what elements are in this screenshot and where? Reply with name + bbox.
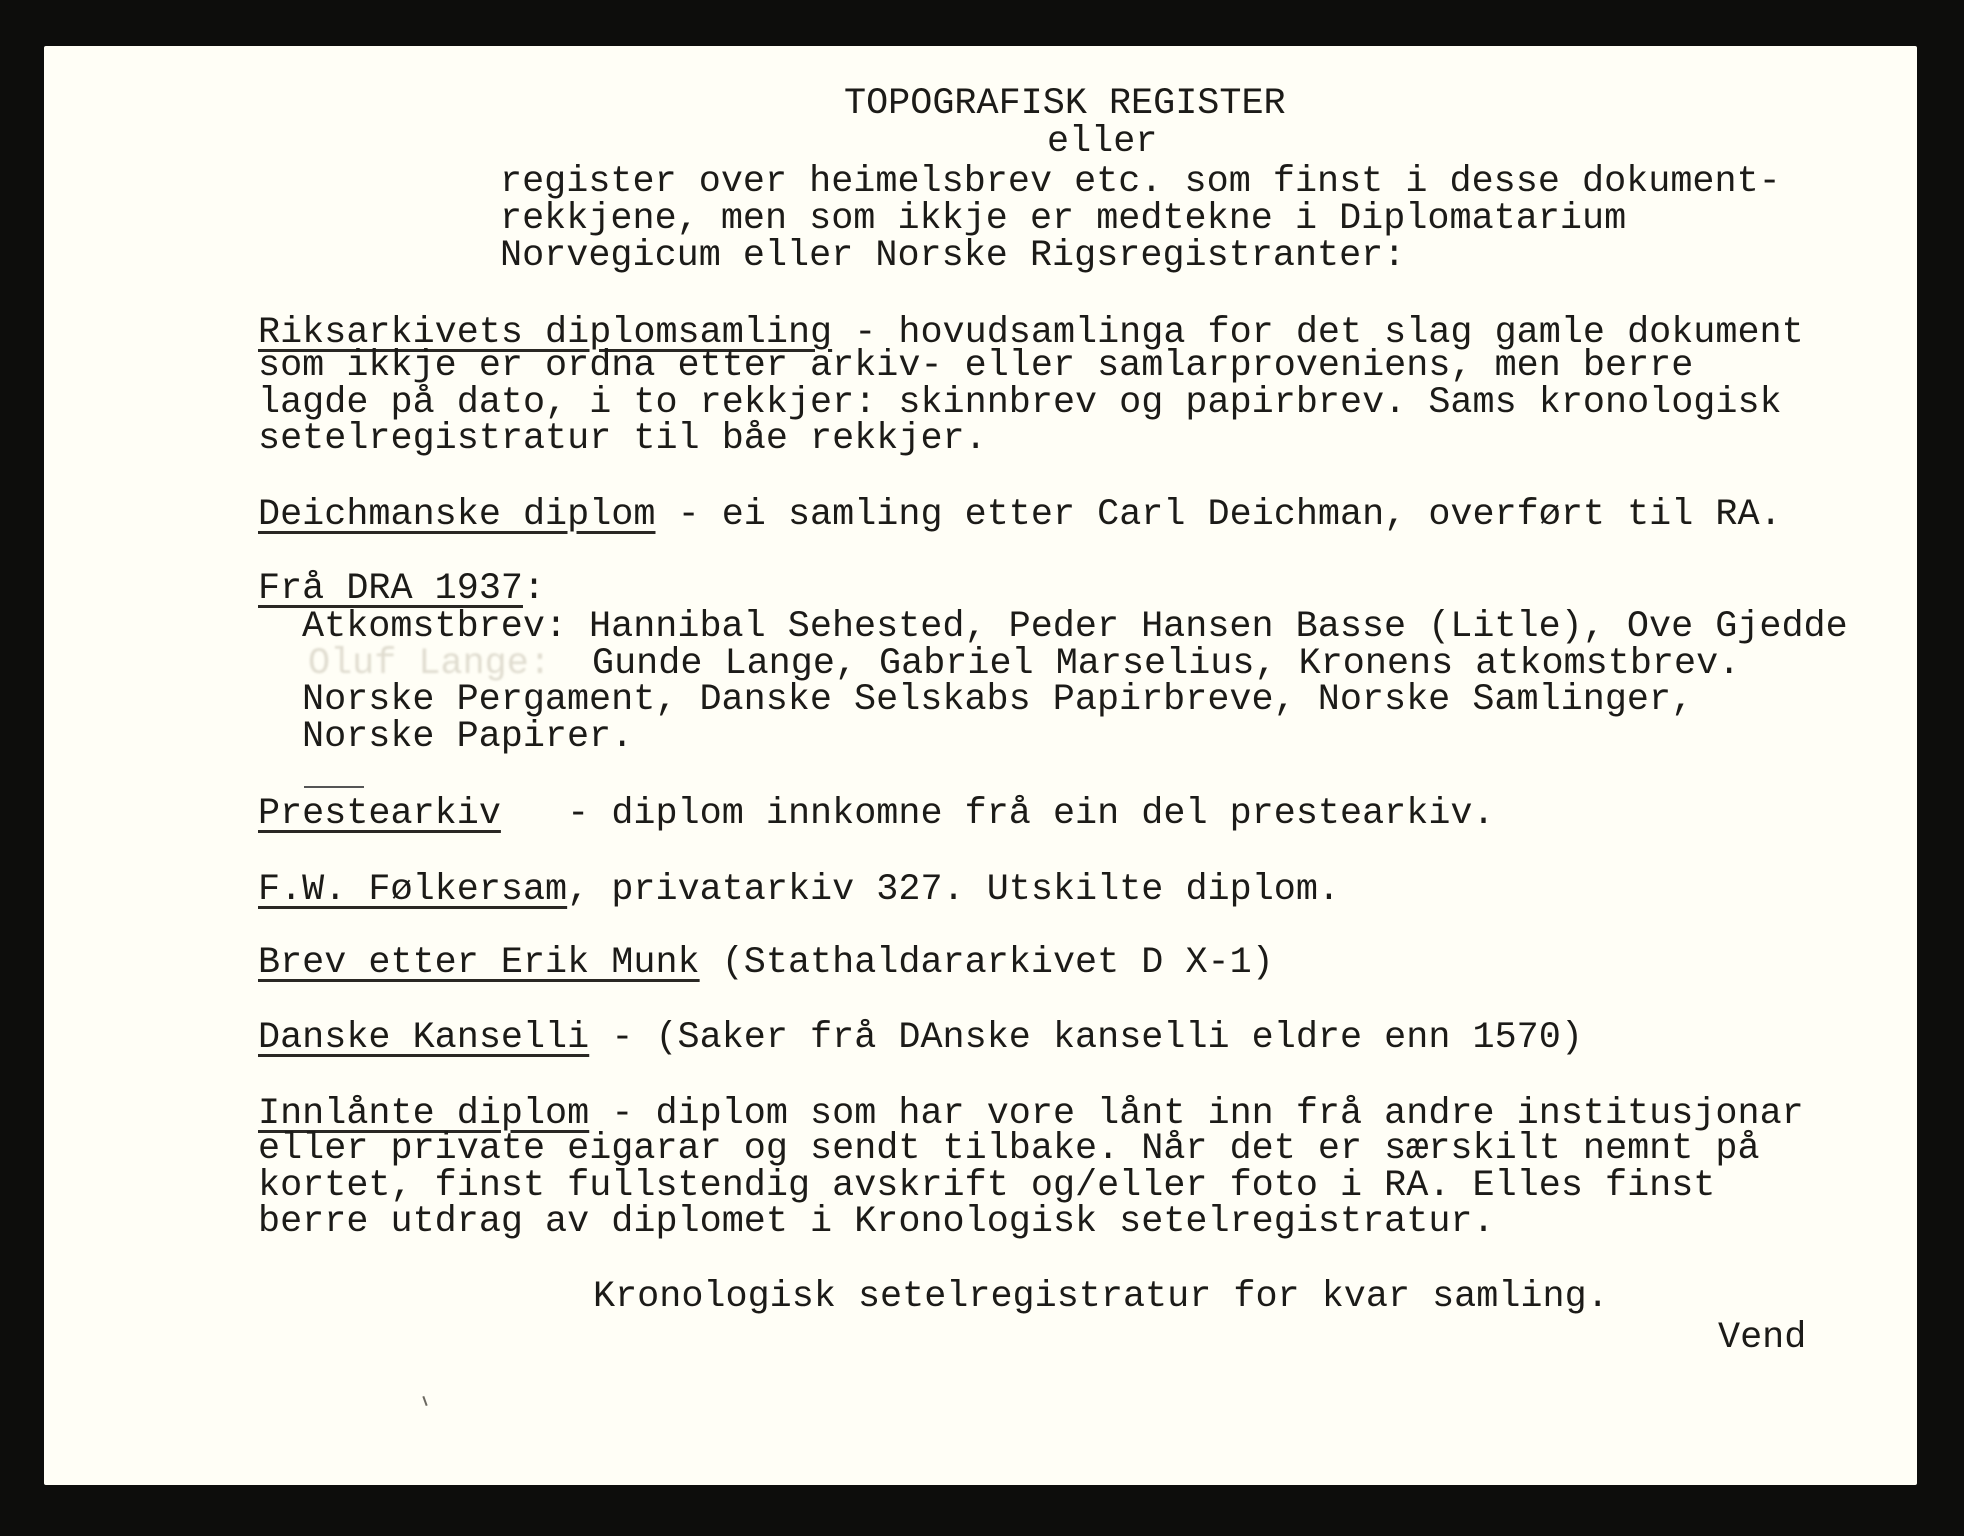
intro-line: rekkjene, men som ikkje er medtekne i Diplomatarium — [500, 198, 1627, 240]
section-heading-line — [258, 942, 1274, 984]
section-heading: Deichmanske diplom — [258, 494, 656, 536]
section-text: eller private eigarar og sendt tilbake. Når det er særskilt nemnt på — [258, 1128, 1760, 1170]
section-text: som ikkje er ordna etter arkiv- eller samlarproveniens, men berre — [258, 345, 1694, 387]
section-heading-line — [258, 793, 1495, 835]
turn-over-label: Vend — [1718, 1317, 1807, 1359]
section-text: - diplom innkomne frå ein del prestearkiv. — [500, 793, 1495, 835]
section-heading: Prestearkiv — [258, 793, 501, 835]
section-text: (Stathaldararkivet D X-1) — [699, 942, 1274, 984]
section-text: Norske Papirer. — [302, 716, 634, 758]
section-text: Atkomstbrev: Hannibal Sehested, Peder Hansen Basse (Litle), Ove Gjedde — [302, 606, 1848, 648]
section-text: berre utdrag av diplomet i Kronologisk setelregistratur. — [258, 1201, 1495, 1243]
section-heading: Frå DRA 1937 — [258, 568, 523, 610]
section-heading-line — [258, 1017, 1583, 1059]
section-text: Norske Pergament, Danske Selskabs Papirbreve, Norske Samlinger, — [302, 679, 1694, 721]
section-text: - (Saker frå DAnske kanselli eldre enn 1570) — [589, 1017, 1583, 1059]
intro-line: register over heimelsbrev etc. som finst i desse dokument- — [500, 161, 1781, 203]
index-card — [44, 46, 1917, 1485]
section-text: , privatarkiv 327. Utskilte diplom. — [567, 869, 1341, 911]
erased-text: Oluf Lange: — [308, 643, 551, 685]
section-text: Gunde Lange, Gabriel Marselius, Kronens atkomstbrev. — [592, 643, 1741, 685]
ink-mark — [304, 786, 364, 788]
section-text: - hovudsamlinga for det slag gamle dokument — [832, 312, 1804, 354]
section-heading-line — [258, 568, 546, 610]
heading-suffix: : — [522, 568, 546, 610]
document-title: TOPOGRAFISK REGISTER — [844, 83, 1286, 125]
section-heading-line — [258, 494, 1782, 536]
section-text: - ei samling etter Carl Deichman, overført til RA. — [655, 494, 1782, 536]
section-text: lagde på dato, i to rekkjer: skinnbrev og papirbrev. Sams kronologisk — [258, 382, 1782, 424]
footer-note: Kronologisk setelregistratur for kvar samling. — [593, 1276, 1609, 1318]
ink-speck — [422, 1396, 427, 1406]
section-text: - diplom som har vore lånt inn frå andre institusjonar — [589, 1093, 1804, 1135]
section-heading-line — [258, 869, 1341, 911]
section-text: kortet, finst fullstendig avskrift og/eller foto i RA. Elles finst — [258, 1165, 1716, 1207]
section-heading: Danske Kanselli — [258, 1017, 590, 1059]
section-heading: Innlånte diplom — [258, 1093, 590, 1135]
section-heading: Riksarkivets diplomsamling — [258, 312, 833, 354]
section-heading: F.W. Følkersam — [258, 869, 568, 911]
document-subtitle: eller — [1047, 121, 1158, 163]
intro-line: Norvegicum eller Norske Rigsregistranter: — [500, 235, 1406, 277]
section-heading: Brev etter Erik Munk — [258, 942, 700, 984]
section-text: setelregistratur til båe rekkjer. — [258, 418, 987, 460]
